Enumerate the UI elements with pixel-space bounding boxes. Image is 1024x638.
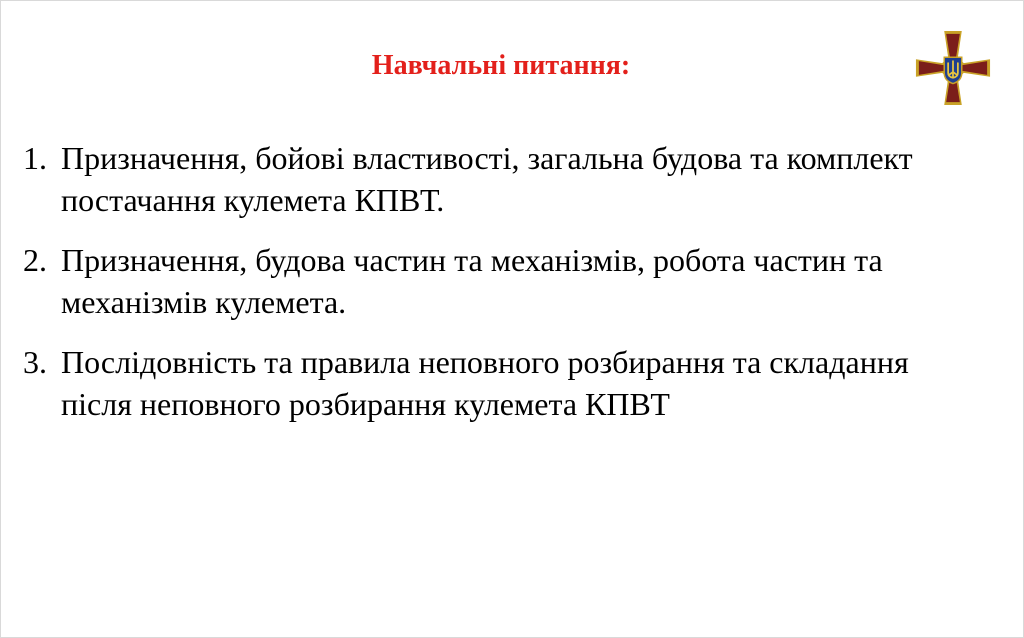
- slide-title: Навчальні питання:: [371, 50, 631, 81]
- national-guard-emblem-icon: [914, 29, 992, 107]
- questions-list: [23, 137, 983, 443]
- question-number: 2.: [23, 242, 47, 278]
- question-text: Призначення, будова частин та механізмів, робота частин та механізмів кулемета.: [61, 242, 883, 320]
- question-number: 1.: [23, 140, 47, 176]
- question-number: 3.: [23, 344, 47, 380]
- question-item: [23, 239, 983, 323]
- question-item: [23, 341, 983, 425]
- question-text: Призначення, бойові властивості, загальна будова та комплект постачання кулемета КПВТ.: [61, 140, 913, 218]
- question-item: [23, 137, 983, 221]
- question-text: Послідовність та правила неповного розбирання та складання після неповного розбирання кулемета КПВТ: [61, 344, 909, 422]
